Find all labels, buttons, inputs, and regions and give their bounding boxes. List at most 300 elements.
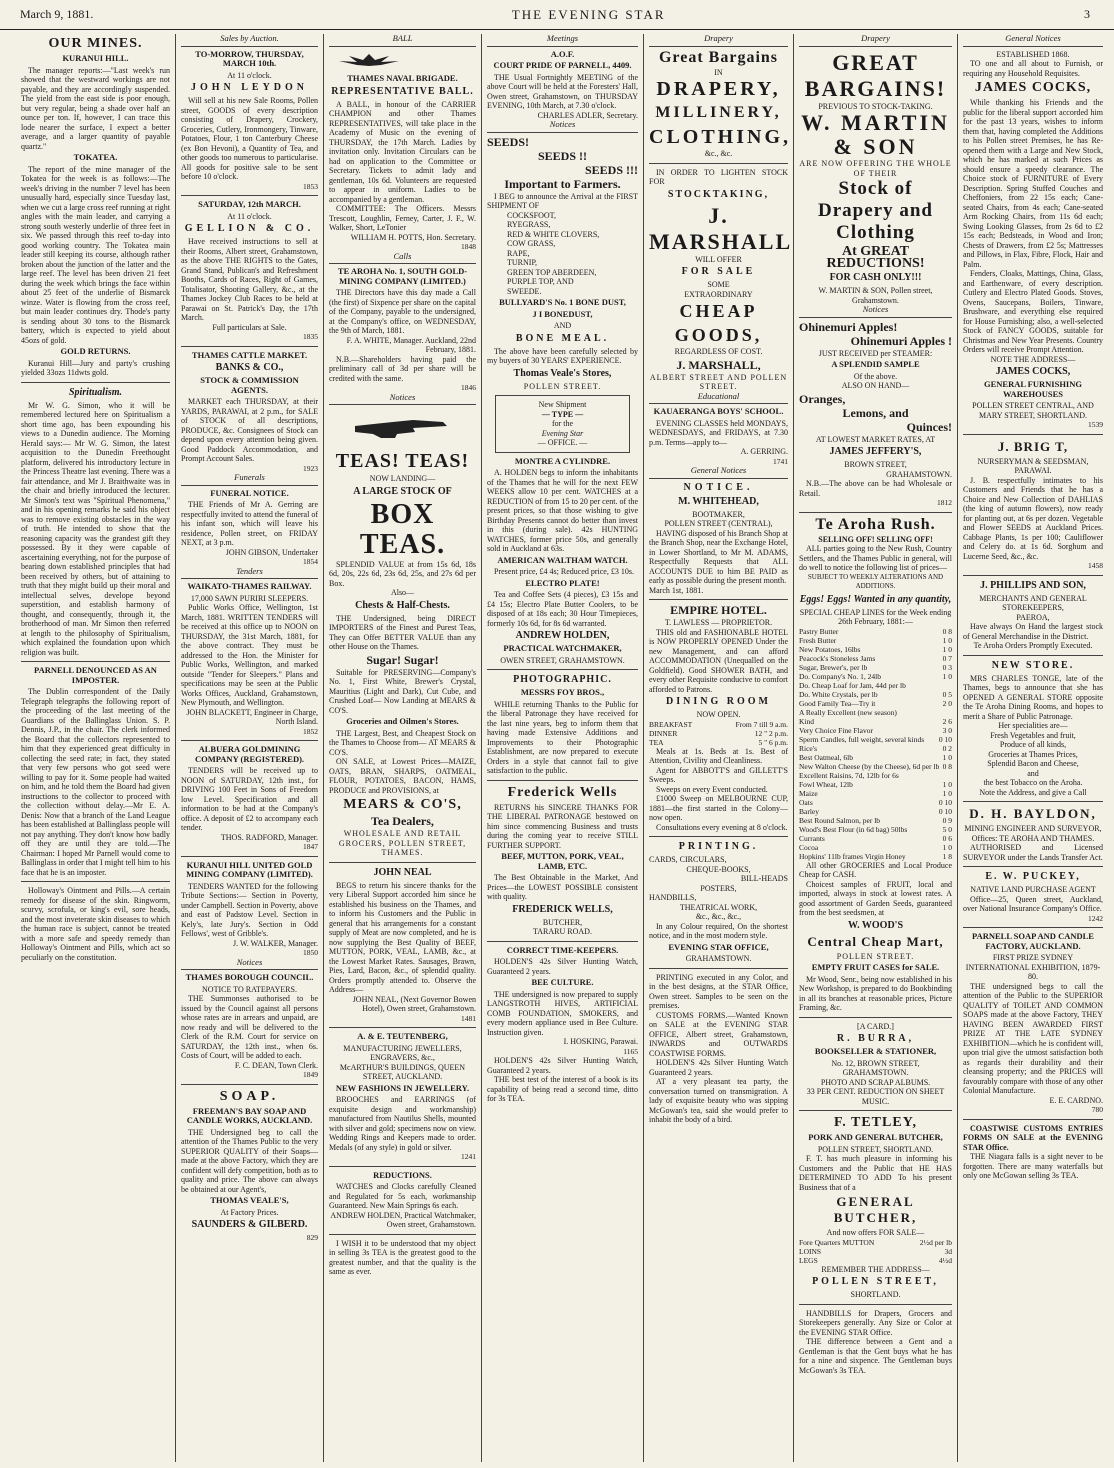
clothing-word: CLOTHING, [649, 126, 792, 148]
ad-number: 1481 [461, 1013, 476, 1023]
sweeps-text: Sweeps on every Event conducted. [656, 784, 768, 794]
tetley-address: POLLEN STREET, SHORTLAND. [817, 1144, 934, 1154]
timekeepers-text: HOLDEN'S 42s Silver Hunting Watch, Guaranteed 2 years. [487, 957, 638, 976]
burra-address: No. 12, BROWN STREET, GRAHAMSTOWN. [831, 1058, 920, 1077]
seed-list [487, 211, 638, 297]
farmers-text: I BEG to announce the Arrival at the FIRST SHIPMENT OF [487, 191, 638, 210]
established-text: TO one and all about to Furnish, or requiring any Household Requisites. [963, 59, 1103, 78]
tenders-header: Tenders [181, 567, 318, 580]
lemons-line: Lemons, and [842, 405, 909, 420]
price-row [799, 663, 952, 672]
price-row [799, 681, 952, 690]
meat-price: 2½d per lb [919, 1237, 952, 1247]
sales-by-auction-header: Sales by Auction. [181, 34, 318, 47]
kauaeranga-heading: KAUAERANGA BOYS' SCHOOL. [653, 406, 784, 416]
star-office: EVENING STAR OFFICE, [668, 941, 769, 952]
lowest-rates: AT LOWEST MARKET RATES, AT [815, 434, 936, 444]
printing-handbills: HANDBILLS, [649, 893, 697, 902]
banks-subtitle: STOCK & COMMISSION AGENTS. [200, 375, 299, 395]
produce-line: Produce of all kinds, [999, 740, 1067, 749]
ad-number: 1847 [303, 842, 318, 851]
nursery-line: NURSERYMAN & SEEDSMAN, [977, 456, 1089, 466]
meat-item: LEGS [799, 1255, 818, 1265]
reductions-heading: At GREAT REDUCTIONS! [826, 244, 925, 271]
bootmaker-label: BOOTMAKER, [692, 509, 745, 519]
some-label: SOME [707, 280, 730, 289]
now-open: NOW OPEN. [696, 710, 741, 719]
brig-name: J. BRIG T, [997, 438, 1069, 454]
printing-note: PRINTING executed in any Color, and in the best designs, at the STAR Office, Owen street. Samples to be seen on the premises. [649, 972, 788, 1010]
cardno-signature: E. E. CARDNO. [1049, 1095, 1103, 1105]
meat-row [799, 1256, 952, 1265]
price-row [799, 699, 952, 708]
box-teas-title: BOX TEAS. [359, 498, 446, 560]
price-item: Sugar, Brewer's, per lb [799, 662, 868, 672]
printing-etc: &c., &c., &c., [695, 912, 742, 921]
jeffery-nb: N.B.—The above can be had Wholesale or Retail. [799, 479, 952, 498]
paeroa-line: PAEROA, [1016, 612, 1050, 622]
waikato-subtitle: 17,000 SAWN PURIRI SLEEPERS. [190, 593, 309, 603]
price-item: Barley [799, 806, 819, 816]
john-neal-text: BEGS to return his sincere thanks for the very Liberal Support accorded him since he established his business on the Thames, and to inform his Customers and the Public in general that his arrangements for a constant supply of Meat are now completed, and he is now supplying the Best Quality of BEEF, MUTTON, PORK, VEAL, LAMB, &c., at the Lowest Market Rates. Sausages, Brawn, Pies, Lard, Bacon, &c., of splendid quality. Orders promptly attended to. Observe the Address— [329, 880, 476, 994]
price-item: Hopkins' 11lb frames Virgin Honey [799, 851, 906, 861]
teas-banner: TEAS! TEAS! [335, 450, 470, 472]
type-shipment-box [495, 395, 630, 453]
eggs-wanted: Eggs! Eggs! Wanted in any quantity, [799, 593, 952, 605]
price-value: 0 5 [942, 689, 952, 699]
ad-number: 1812 [937, 498, 952, 507]
stock-text: IN ORDER TO LIGHTEN STOCK FOR [649, 167, 788, 186]
ad-number: 1923 [303, 463, 318, 473]
wells-address: TARARU ROAD. [533, 927, 592, 936]
gold-returns-text: Kuranui Hill—Jury and party's crushing yielded 33ozs 11dwts gold. [21, 358, 170, 377]
holden-watch-ad: HOLDEN'S 42s Silver Hunting Watch Guaranteed 2 years. [649, 1058, 788, 1077]
first-prize-line: FIRST PRIZE SYDNEY INTERNATIONAL EXHIBITION, 1879-80. [965, 953, 1101, 981]
albums-line: PHOTO AND SCRAP ALBUMS. [820, 1077, 931, 1087]
veale-stores: Thomas Veale's Stores, [513, 367, 612, 379]
price-value: 3 0 [942, 725, 952, 735]
tomorrow-date: TO-MORROW, THURSDAY, MARCH 10th. [195, 48, 304, 68]
stock-heading: Stock of Drapery and Clothing [818, 178, 933, 243]
seed-item: RYEGRASS, [507, 220, 551, 229]
price-item: Do. Cheap Loaf for Jam, 44d per lb [799, 680, 906, 690]
price-value: 1 0 [942, 635, 952, 645]
price-item: Excellent Raisins, 7d, 12lb for 6s [799, 770, 899, 780]
foy-bros: MESSRS FOY BROS., [520, 687, 605, 697]
price-value: 0 10 [938, 734, 952, 744]
crest-ornament-icon [329, 52, 409, 68]
meal-name: DINNER [649, 728, 678, 738]
kauaeranga-text: EVENING CLASSES held MONDAYS, WEDNESDAYS, and FRIDAYS, at 7.30 p.m. Terms—apply to— [649, 418, 788, 447]
price-item: Rice's [799, 743, 818, 753]
reductions-heading: REDUCTIONS. [373, 1169, 432, 1180]
regardless-label: REGARDLESS OF COST. [674, 347, 763, 356]
tobacco-line: the best Tobacco on the Aroha. [983, 778, 1083, 787]
cocks-address: POLLEN STREET CENTRAL, AND MARY STREET, SHORTLAND. [972, 401, 1094, 420]
note-address: NOTE THE ADDRESS— [990, 354, 1076, 364]
seed-item: RAPE, [507, 248, 530, 258]
sweeps-agent: Agent for ABBOTT'S and GILLETT'S Sweeps. [649, 765, 788, 784]
column-auctions [176, 34, 324, 1462]
subject-alterations: SUBJECT TO WEEKLY ALTERATIONS AND ADDITIONS. [807, 572, 944, 590]
price-value: 2 6 [942, 716, 952, 726]
mcgowan-tea-note: I WISH it to be understood that my object in selling 3s TEA is the greatest good to the greatest number, and that the quality is the same as ever. [329, 1238, 476, 1276]
martin-address: W. MARTIN & SON, Pollen street, Grahamstown. [818, 286, 933, 305]
whitehead-name: M. WHITEHEAD, [678, 495, 759, 507]
price-row [799, 843, 952, 852]
cattle-market-heading: THAMES CATTLE MARKET. [191, 349, 308, 360]
price-item: A Really Excellent (new season) [799, 707, 897, 717]
kauaeranga-signature: A. GERRING. [740, 447, 788, 456]
soap-agent-prices: At Factory Prices. [220, 1207, 279, 1217]
ad-number: 1852 [303, 726, 318, 736]
price-item: Currants [799, 833, 825, 843]
funerals-header: Funerals [181, 473, 318, 486]
ad-number: 1835 [303, 332, 318, 341]
ad-number: 780 [1091, 1105, 1103, 1114]
ad-number: 829 [306, 1233, 318, 1242]
wells-text: RETURNS his SINCERE THANKS FOR THE LIBERAL PATRONAGE bestowed on him since commencing Business and trusts during the coming year to receive STILL FURTHER SUPPORT. [487, 802, 638, 850]
te-aroha-signature: F. A. WHITE, Manager. Auckland, 22nd February, 1881. [346, 335, 476, 354]
general-notices-header: General Notices [649, 466, 788, 479]
meal-times-list [649, 720, 788, 747]
fresh-line: Fresh Vegetables and fruit, [990, 730, 1076, 740]
jewellery-text: BROOCHES and EARRINGS (of exquisite design and workmanship) manufactured from Nautilus Shells, mounted with silver and gold; specimens now on view. Wedding Rings and Keepers made to order. Medals (of any style) in gold or silver. [329, 1095, 476, 1152]
bee-signature: I. HOSKING, Parawai. [563, 1037, 638, 1046]
chests-heading: Chests & Half-Chests. [355, 599, 450, 611]
price-value: 0 9 [942, 815, 952, 825]
john-neal-signature: JOHN NEAL, (Next Governor Bowen Hotel), Owen street, Grahamstown. [352, 994, 476, 1013]
seed-item: PURPLE TOP, AND [507, 277, 574, 286]
price-row [799, 690, 952, 699]
sale-text: ON SALE, at Lowest Prices—MAIZE, OATS, BRAN, SHARPS, OATMEAL, FLOUR, POTATOES, BACON, HAMS, PRODUCE and PROVISIONS, at [329, 757, 476, 795]
price-item: Do. White Crystals, per lb [799, 689, 878, 699]
foy-text: WHILE returning Thanks to the Public for the liberal Patronage they have received for the last nine years, beg to inform them that having made Extensive Additions and Improvements to their Photographic Establishment, are now prepared to execute Orders in a style that cannot fail to give satisfaction to the public. [487, 699, 638, 775]
pointing-hand-icon [353, 408, 453, 448]
full-particulars: Full particulars at Sale. [212, 322, 287, 332]
masthead-page-number: 3 [1084, 7, 1090, 21]
price-item: Very Choice Fine Flavor [799, 725, 873, 735]
holloway-advert: Holloway's Ointment and Pills.—A certain remedy for disease of the skin. Ringworm, scurvy, scrofula, or king's evil, sore heads, and the most inveterate skin diseases to which the human race is subject, cannot be treated with a more safe and speedy remedy than Holloway's Ointment and Pills, which act so peculiarly on the constitution. [21, 886, 170, 962]
price-value: 5 0 [942, 824, 952, 834]
printing-heading: PRINTING. [678, 841, 759, 852]
price-row [799, 672, 952, 681]
cocks-more: Fenders, Cloaks, Mattings, China, Glass, and Earthenware, of every description. Cutlery and Electro Plated Goods. Stoves, Ovens, Saucepans, Boilers, Tinware, Brushware, and everything else required for House Furnishing; also, a well-selected Stock of FANCY GOODS, suitable for Christmas and New Year Presents. Country Orders will receive Prompt Attention. [963, 269, 1103, 354]
parnell-soap-heading: PARNELL SOAP AND CANDLE FACTORY, AUCKLAND. [972, 931, 1094, 951]
seed-item: COCKSFOOT, [507, 210, 556, 220]
holden-subtitle: PRACTICAL WATCHMAKER, [503, 643, 622, 653]
meal-row [649, 729, 788, 738]
tonge-text: MRS CHARLES TONGE, late of the Thames, begs to announce that she has OPENED A GENERAL STORE opposite the Te Aroha Dining Rooms, and hopes to merit a Share of Public Patronage. [963, 673, 1103, 721]
tokatea-report: The report of the mine manager of the Tokatea for the week is as follows:—The week's driving in the number 7 level has been unusually hard, especially since Tuesday last, when we cut a large cross reef running at right angles with the main leader, and carrying a strong south westerly underlie of three feet in six. We passed through this reef to-day into good working country. The Tokatea main leader still keeping its course, although rather broken about the junction of the latter and the large reef. The level has been driven 21 feet during the week which brings the face within about 25 feet of the underlie of Bismarck winze. Water is flowing from the cross reef, but main leader continues dry. Thode's party is sending about 30 tons to the Bismarck battery, which is expected to yield about 45ozs of gold. [21, 164, 170, 345]
spiritualism-heading: Spiritualism. [68, 386, 123, 398]
wood-address: POLLEN STREET. [836, 951, 915, 961]
notices-header: Notices [181, 958, 318, 971]
price-row [799, 744, 952, 753]
ad-number: 1539 [1088, 420, 1103, 429]
price-value: 0 10 [938, 806, 952, 816]
ad-number: 1241 [461, 1152, 476, 1161]
handbills-ad: HANDBILLS for Drapers, Grocers and Storekeepers generally. Any Size or Color at the EVENING STAR Office. [799, 1308, 952, 1337]
marshall-address: ALBERT STREET AND POLLEN STREET. [649, 372, 788, 391]
whitehead-address: POLLEN STREET (CENTRAL), [664, 519, 773, 528]
ad-number: 1165 [623, 1046, 638, 1056]
court-meeting-text: THE Usual Fortnightly MEETING of the above Court will be held at the Foresters' Hall, Owen street, Grahamstown, on THURSDAY EVENING, 10th March, at 7.30 o'clock. [487, 72, 638, 110]
price-row [799, 735, 952, 744]
te-aroha-call-text: THE Directors have this day made a Call (the first) of Sixpence per share on the capital of the Company, payable to the undersigned, at the Company's office, on WEDNESDAY, the 9th of March, 1881. [329, 288, 476, 335]
price-item: Fresh Butter [799, 635, 837, 645]
native-land: NATIVE LAND PURCHASE AGENT [970, 885, 1096, 894]
whitehead-text: HAVING disposed of his Branch Shop at the Branch Shop, near the Exchange Hotel, in Lower Shortland, to Mr M. ADAMS, Respectfully Requests that ALL ACCOUNTS DUE to him BE PAID as early as possible during the present month. [649, 528, 788, 585]
ad-number: 1741 [773, 456, 788, 466]
price-value: 2 0 [942, 698, 952, 708]
shortland: SHORTLAND. [850, 1290, 901, 1299]
meal-time: 12 " 2 p.m. [754, 728, 788, 738]
bayldon-name: D. H. BAYLDON, [969, 806, 1097, 821]
te-aroha-company-heading: TE AROHA No. 1, SOUTH GOLD-MINING COMPANY (LIMITED.) [337, 266, 468, 286]
ball-secretary: WILLIAM H. POTTS, Hon. Secretary. [350, 232, 476, 242]
cheap-goods-heading: CHEAP GOODS, [674, 301, 763, 345]
price-value: 1 0 [942, 752, 952, 762]
soap-signature: SAUNDERS & GILBERD. [191, 1219, 308, 1230]
jeffery-name: JAMES JEFFERY'S, [829, 446, 922, 457]
ball-committee: COMMITTEE: The Officers. Messrs Trescott, Loughlin, Ferney, Carter, J. F., W. Walker, Short, LeTonier [329, 204, 476, 232]
dining-room-heading: DINING ROOM [666, 696, 771, 707]
puckey-name: E. W. PUCKEY, [985, 871, 1081, 882]
te-aroha-nb: N.B.—Shareholders having paid the preliminary call of 3d per share will be credited with the same. [329, 354, 476, 383]
etc-label: &c., &c. [704, 149, 733, 158]
albuera-heading: ALBUERA GOLDMINING COMPANY (REGISTERED). [194, 744, 305, 764]
parnell-soap-text: THE undersigned begs to call the attention of the Public to the SUPERIOR QUALITY of TOILET AND COMMON SOAPS made at the above Factory, THEY HAVING BEEN AWARDED FIRST PRIZE AT THE LATE SYDNEY EXHIBITION—which he is confident will, upon trial give the utmost satisfaction both as regards their durability and their cleansing property; and the PRICES will favourably compare with those of any other Colonial Manufacture. [963, 981, 1103, 1095]
seed-item: GREEN TOP ABERDEEN, [507, 267, 597, 277]
kuranui-company-heading: KURANUI HILL UNITED GOLD MINING COMPANY (LIMITED). [186, 859, 313, 879]
waltham-text: Present price, £4 4s; Reduced price, £3 10s. [494, 567, 634, 576]
bone-text: The above have been carefully selected by my buyers of 30 YEARS' EXPERIENCE. [487, 346, 638, 365]
wells-best: The Best Obtainable in the Market, And Prices—the LOWEST POSSIBLE consistent with quality. [487, 873, 638, 901]
empire-hotel-heading: EMPIRE HOTEL. [670, 603, 767, 617]
price-value: 1 0 [942, 671, 952, 681]
groceries-text: THE Largest, Best, and Cheapest Stock on the Thames to Choose from— AT MEARS & CO'S. [329, 728, 476, 757]
will-offer: WILL OFFER [695, 254, 742, 264]
meat-price-list [799, 1238, 952, 1265]
gentleman-note: THE difference between a Gent and a Gentleman is that the Gent buys what he has for a nine and sixpence. The Gentleman buys McGowan's 3s TEA. [799, 1337, 952, 1375]
price-item: Do. Company's No. 1, 24lb [799, 671, 881, 681]
ball-text: A BALL, in honour of the CARRIER CHAMPION and other Thames REPRESENTATIVES, will take place in the Academy of Music on the evening of THURSDAY, the 17th March. Ladies by invitation only. Invitation Circulars can be had on application to the Committee or Secretary. Tickets to admit lady and gentleman, 10s 6d. Volunteers are requested to appear in uniform. Ladies to be accompanied by a gentleman. [329, 99, 476, 204]
apples-line-2: Ohinemuri Apples ! [850, 333, 952, 348]
wholesale-line: WHOLESALE AND RETAIL GROCERS, POLLEN STREET, THAMES. [338, 829, 467, 857]
bee-culture-heading: BEE CULTURE. [531, 977, 594, 987]
steamer-line: JUST RECEIVED per STEAMER: [818, 348, 933, 358]
meat-price: 3d [944, 1246, 952, 1256]
also-label: Also— [390, 588, 415, 597]
te-aroha-rush-heading: Te Aroha Rush. [815, 515, 936, 533]
sugar-text: Suitable for PRESERVING—Company's No. 1, First White, Brewer's Crystal, Mauritius (Light and Dark), Cut Cube, and Crushed Loaf— Now Landing at MEARS & CO'S. [329, 667, 476, 715]
meat-price: 4½d [938, 1255, 952, 1265]
bookbinding-text: Mr Wood, Senr., being now established in his New Workshop, is prepared to do Bookbinding in all its branches at reasonable prices, Picture Framing, &c. [799, 974, 952, 1012]
puckey-text: Office—25, Queen street, Auckland, over National Insurance Company's Office. [963, 894, 1103, 913]
cocks-name-2: JAMES COCKS, [995, 366, 1071, 377]
electro-text: Tea and Coffee Sets (4 pieces), £3 15s and £4 15s; Electro Plate Butter Coolers, to be disposed of at 18s each; 30 Hour Timepieces, formerly 10s 6d, for 8s 6d warranted. [487, 590, 638, 628]
borough-signature: F. C. DEAN, Town Clerk. [234, 1060, 318, 1070]
remember-address: REMEMBER THE ADDRESS— [821, 1264, 930, 1274]
price-row [799, 798, 952, 807]
montre-text: A. HOLDEN begs to inform the inhabitants of the Thames that he will for the next FEW WEEKS allow 10 per cent. WATCHES at a REDUCTION of from 15 to 20 per cent. of the present prices, so that those wishing to give Birthday Presents cannot do better than invest in this (during sale). 42s HUNTING WATCHES, former price 50s, and generally sold in Auckland at 63s. [487, 468, 638, 553]
representative-ball-heading: REPRESENTATIVE BALL. [331, 85, 474, 97]
price-item: Good Family Tea—Try it [799, 698, 876, 708]
aroha-orders: Te Aroha Orders Promptly Executed. [973, 641, 1093, 650]
evening-star-label: Evening Star [541, 428, 584, 438]
price-row [799, 780, 952, 789]
price-value: 1 0 [942, 842, 952, 852]
music-reduction: 33 PER CENT. REDUCTION ON SHEET MUSIC. [806, 1087, 945, 1106]
warehouses-heading: GENERAL FURNISHING WAREHOUSES [983, 379, 1082, 399]
printing-text: In any Colour required, On the shortest notice, and in the most modern style. [649, 921, 788, 940]
pork-butcher: PORK AND GENERAL BUTCHER, [808, 1132, 943, 1142]
aof-heading: A.O.F. [550, 48, 575, 59]
cocks-text: While thanking his Friends and the public for the liberal support accorded him for the past 13 years, wishes to inform them that, having completed the Additions to his Pollen street Premises, he has Re-opened them with a Large and New Stock, which he has marked at such Prices as should ensure a speedy clearance. The Choice stock of FURNITURE of Every Description. Spring Stuffed Couches and Cheffoniers, from 22 15s each; Cane-seated Chairs, from 4s each; Cane-seated Arm Rocking Chairs, from 11s 6d each; Swing Looking Glasses, from 2s 6d to £2 15s each; Bedsteads, in Wood and Iron; Chests of Drawers, from £2 5s; Mattresses and Pillows, in Flax, Fibre, Flock, Hair and Palm. [963, 98, 1103, 269]
mcgowan-tea-party: AT a very pleasant tea party, the conversation turned on transmigration. A lady of exquisite beauty who was sipping McGowan's tea, said she would prefer to inhabit the body of a bird. [649, 1077, 788, 1124]
fruit-cases: EMPTY FRUIT CASES for SALE. [811, 962, 940, 972]
ad-number: 1853 [303, 181, 318, 191]
ad-number: 1849 [303, 1070, 318, 1079]
type-label: — TYPE — [541, 409, 584, 419]
gellion-name: GELLION & CO. [184, 223, 315, 234]
funeral-notice-text: THE Friends of Mr A. Gerring are respectfully invited to attend the funeral of his infant son, which will leave his residence, Pollen street, on FRIDAY NEXT, at 3 p.m. [181, 500, 318, 547]
photographic-heading: PHOTOGRAPHIC. [513, 674, 612, 685]
tetley-text: F. T. has much pleasure in informing his Customers and the Public that HE HAS DETERMINED TO ADD To his present Business that of a [799, 1154, 952, 1192]
bacon-line: Splendid Bacon and Cheese, [987, 759, 1079, 768]
price-value: 0 8 [942, 626, 952, 636]
offers-for-sale: And now offers FOR SALE— [826, 1228, 925, 1237]
sale-time: At 11 o'clock. [227, 70, 272, 80]
notice-heading: NOTICE. [683, 481, 754, 493]
now-landing: NOW LANDING— [369, 474, 436, 483]
price-value: 0 3 [942, 662, 952, 672]
newspaper-columns [16, 34, 1108, 1462]
selling-off: SELLING OFF! SELLING OFF! [818, 534, 933, 544]
merchants-line: MERCHANTS AND GENERAL STOREKEEPERS, [979, 593, 1087, 612]
price-row [799, 627, 952, 636]
box-teas-text: SPLENDID VALUE at from 15s 6d, 18s 6d, 20s, 22s 6d, 23s 6d, 25s, and 27s 6d per Box. [329, 559, 476, 588]
price-row [799, 807, 952, 816]
column-drapery [644, 34, 794, 1462]
coastwise-forms: COASTWISE CUSTOMS ENTRIES FORMS ON SALE at the EVENING STAR Office. [963, 1123, 1103, 1152]
established-line: ESTABLISHED 1868. [996, 49, 1070, 59]
gold-returns-heading: GOLD RETURNS. [60, 346, 131, 356]
kuranui-heading: KURANUI HILL. [62, 53, 129, 63]
printing-billheads: BILL-HEADS [740, 874, 788, 883]
whitehead-date: March 1st, 1881. [649, 585, 704, 595]
price-item: Cocoa [799, 842, 819, 852]
grocery-line: All other GROCERIES and Local Produce Cheap for CASH. [799, 860, 952, 879]
consultations: Consultations every evening at 8 o'clock. [656, 822, 788, 832]
tea-test-note: THE best test of the interest of a book is its capability of being read a second time, ditto for 3s TEA. [487, 1075, 638, 1103]
james-cocks-heading: JAMES COCKS, [974, 80, 1092, 95]
ad-number: 1458 [1088, 561, 1103, 570]
drapery-header: Drapery [799, 34, 952, 47]
groceries-heading: Groceries and Oilmen's Stores. [346, 716, 459, 726]
meal-row [649, 738, 788, 747]
oranges-line: Oranges, [799, 391, 846, 406]
mining-engineer: MINING ENGINEER AND SURVEYOR, [964, 824, 1102, 833]
price-value: 0 10 [938, 797, 952, 807]
court-pride-heading: COURT PRIDE OF PARNELL, 4409. [493, 60, 632, 70]
borough-subtitle: NOTICE TO RATEPAYERS. [202, 984, 297, 994]
borough-council-heading: THAMES BOROUGH COUNCIL. [185, 972, 314, 982]
drapery-word: DRAPERY, [656, 78, 781, 100]
albuera-signature: THOS. RADFORD, Manager. [220, 832, 318, 842]
montre-heading: MONTRE A CYLINDRE. [514, 455, 611, 466]
stocktaking-word: STOCKTAKING, [667, 188, 770, 200]
pollen-street: POLLEN STREET, [812, 1276, 939, 1287]
price-item: Oats [799, 797, 813, 807]
shipment-label: New Shipment [538, 400, 587, 409]
kuranui-signature: J. W. WALKER, Manager. [233, 938, 318, 948]
te-aroha-rush-text: ALL parties going to the New Rush, Country Settlers, and the Thames Public in general, will do well to notice the following list of prices— [799, 544, 952, 572]
price-row [799, 717, 952, 726]
price-value: 1 0 [942, 644, 952, 654]
seed-item: COW GRASS, [507, 239, 556, 248]
educational-header: Educational [649, 392, 788, 405]
printing-posters: POSTERS, [700, 883, 737, 893]
soap-subtitle: FREEMAN'S BAY SOAP AND CANDLE WORKS, AUCKLAND. [186, 1105, 313, 1125]
meat-row [799, 1247, 952, 1256]
price-item: New Potatoes, 16lbs [799, 644, 861, 654]
price-row [799, 816, 952, 825]
also-on-hand: ALSO ON HAND— [841, 381, 910, 390]
price-row [799, 708, 952, 717]
splendid-sample: A SPLENDID SAMPLE [831, 359, 920, 369]
price-row [799, 825, 952, 834]
funeral-notice-heading: FUNERAL NOTICE. [210, 487, 289, 498]
price-value: 1 8 [942, 851, 952, 861]
price-value: 0 2 [942, 743, 952, 753]
tea-dealers-heading: Tea Dealers, [371, 814, 434, 828]
price-item: Fowl Wheat, 12lb [799, 779, 853, 789]
general-notices-header: General Notices [963, 34, 1103, 47]
banks-text: MARKET each THURSDAY, at their YARDS, PARAWAI, at 2 p.m., for SALE of STOCK of all descriptions, PRODUCE, &c. Consignees of Stock can depend upon every attention being given. Good Paddock Accommodation, and Prompt Account Sales. [181, 397, 318, 463]
seeds-line-1: SEEDS! [487, 134, 530, 149]
price-item: Peacock's Stoneless Jams [799, 653, 876, 663]
brig-text: J. B. respectfully intimates to his Customers and Friends that he has a Choice and New Collection of DAHLIAS (the king of autumn flowers), now ready for planting out, at 6s per dozen. Vegetable and Flower SEEDS at Auckland Prices. Cabbage Plants, 1s per 100; Cauliflower and Celery do. at 1s 6d. Sorghum and Lucerne Seed, &c., &c. [963, 475, 1103, 561]
melbourne-cup: £1000 Sweep on MELBOURNE CUP, 1881—the first started in the Colony—now open. [649, 794, 788, 822]
naval-brigade-heading: THAMES NAVAL BRIGADE. [347, 73, 458, 83]
empire-text: THIS old and FASHIONABLE HOTEL is NOW PROPERLY OPENED Under the new Management, and can afford ACCOMMODATION (Unequalled on the Goldfield). Good SHOWER BATH, and every other Requisite conducive to comfort afforded to Patrons. [649, 627, 788, 694]
soap-heading: SOAP. [219, 1088, 280, 1104]
and-label: AND [553, 321, 572, 330]
seeds-line-3: SEEDS !!! [584, 162, 638, 177]
our-mines-title: OUR MINES. [48, 36, 143, 51]
meal-time: 5 " 6 p.m. [758, 737, 788, 747]
bonemeal-heading: BONE MEAL. [515, 332, 610, 344]
great-bargains-banner: GREAT BARGAINS! [804, 49, 947, 101]
parawai-line: PARAWAI. [1014, 466, 1052, 475]
apples-line-1: Ohinemuri Apples! [799, 319, 898, 334]
office-label: — OFFICE. — [537, 438, 588, 447]
column-meetings [482, 34, 644, 1462]
waltham-heading: AMERICAN WALTHAM WATCH. [497, 554, 628, 565]
seeds-line-2: SEEDS !! [537, 148, 587, 163]
jeffery-town: GRAHAMSTOWN. [886, 469, 952, 479]
holden-address: OWEN STREET, GRAHAMSTOWN. [500, 655, 625, 665]
veale-address: POLLEN STREET. [523, 381, 602, 391]
sale-time-2: At 11 o'clock. [227, 211, 272, 221]
wells-meat-line: BEEF, MUTTON, PORK, VEAL, LAMB, ETC. [501, 851, 624, 871]
price-list [799, 627, 952, 861]
teutenberg-subtitle: MANUFACTURING JEWELLERS, ENGRAVERS, &c., [343, 1043, 462, 1062]
waikato-text: Public Works Office, Wellington, 1st March, 1881. WRITTEN TENDERS will be received at this office up to NOON on THURSDAY, the 31st March, 1881, for the above contract. They must be addressed to the Hon. the Minister for Public Works, Wellington, and marked outside "Tender for Sleepers." Plans and specifications may be seen at the Public Works Offices, Auckland, Grahamstown, New Plymouth, and Wellington. [181, 603, 318, 707]
empire-proprietor: T. LAWLESS — PROPRIETOR. [664, 618, 773, 627]
